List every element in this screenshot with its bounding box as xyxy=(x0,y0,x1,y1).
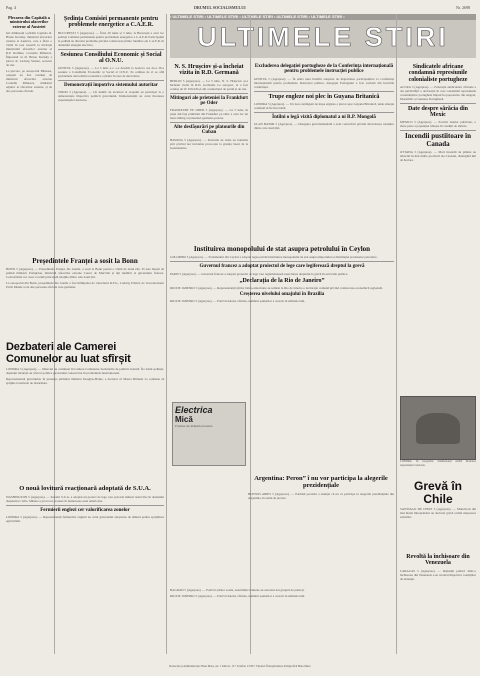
article-text: GENEVA 5 (Agerpres). — La 5 iulie a.c. s-a deschis la Geneva cea de-a 39-a sesiune a Consiliului Economic și Social al O.N.U. Pe ordinea de zi se află problemele dezvoltării economice a țărilor în curs de dezvoltare. xyxy=(58,66,164,79)
headline: Sesiunea Consiliului Economic și Social al O.N.U. xyxy=(60,51,162,64)
divider xyxy=(400,103,476,104)
article-text: TOKIO 5 (Agerpres). — Un număr de locuitori ai orașului au participat la o demonstrație împotriva politicii guvernului. Demonstranții au cerut încetarea experiențelor nucleare. xyxy=(58,90,164,103)
article-sua xyxy=(6,484,164,660)
article-text: LONDRA 5 (Agerpres). — Reprezentanții fermierilor englezi au cerut guvernului adoptarea de măsuri pentru sprijinirea agriculturii. xyxy=(6,515,164,524)
article-portugal xyxy=(254,62,394,242)
article-text: CARACAS 5 (Agerpres). — Deținuții politici dintr-o închisoare din Venezuela s-au revoltat împotriva condițiilor de detenție. xyxy=(400,568,476,581)
headline: Trupe engleze noi plec în Guyana Britanică xyxy=(268,93,380,100)
headline: Alte desfășurări pe platourile din Cuban xyxy=(173,125,245,136)
article-text: ULAN BATOR 5 (Agerpres). — Delegația guvernamentală a avut convorbiri privind dezvoltarea relațiilor dintre cele două țări. xyxy=(254,122,394,131)
headline: Plecarea din Capitală a ministrului afacerilor externe al Austriei xyxy=(8,15,50,29)
headline: N. S. Hrușciov și-a încheiat vizita în R.D. Germană xyxy=(174,64,244,77)
divider xyxy=(58,49,164,50)
headline: Sindicatele africane condamnă represiunile colonialiste portugheze xyxy=(408,64,468,83)
article-text: PARIS 5 (Agerpres). — Guvernul francez a adoptat proiectul de lege care reglementează exercitarea dreptului la grevă în serviciile publice. xyxy=(170,271,349,276)
news-photo-block xyxy=(400,396,476,476)
page-header xyxy=(4,4,476,12)
article-text: Ieri dimineață a părăsit Capitala dl. Bruno Kreisky, ministrul afacerilor externe al Austriei, care a făcut o vizită în țara noastră la invitația ministrului afacerilor externe al R.P. Romîne, Corneliu Mănescu. Împreună cu dl. Bruno Kreisky a plecat dr. Ludwig Steiner, secretar de stat. xyxy=(6,31,52,68)
headline: O nouă lovitură reacționară adoptată de S.U.A. xyxy=(19,485,151,492)
article-text: BUENOS AIRES 5 (Agerpres). — Partidul peronist a anunțat că nu va participa la alegerile prezidențiale din Argentina, în semn de protest. xyxy=(248,491,394,500)
headline: Guvernul francez a adoptat proiectul de lege care legiferează dreptul la grevă xyxy=(199,264,365,270)
article-text: BERLIN 5 (Agerpres). — La 5 iulie, N. S. Hrușciov și-a încheiat vizita în R.D. Germană. La aeroport, el a fost condus de W. Ulbricht și alți conducători de partid și de stat. xyxy=(170,78,248,91)
column-divider xyxy=(396,14,397,654)
headline: Ședința Comisiei permanente pentru problemele energetice a C.A.E.R. xyxy=(63,16,159,29)
headline: Demonstrații împotriva sistemului autoritar xyxy=(63,83,159,89)
headline: Dezbateri ale Camerei Comunelor au luat sfîrșit xyxy=(6,341,131,365)
headline: „Declarația de la Rio de Janeiro” xyxy=(239,277,325,284)
article-text: ACCRA 5 (Agerpres). — Federația sindicatelor africane a dat publicității o declarație în care condamnă represiunile colonialiștilor portughezi împotriva popoarelor din Angola, Mozambic și Guineea Portugheză. xyxy=(400,84,476,101)
issue-number: Nr. 2698 xyxy=(456,5,470,10)
article-austria xyxy=(6,14,52,254)
headline: Fermierii englezi cer valorificarea zonelor xyxy=(40,507,130,513)
headline: Incendii pustiitoare în Canada xyxy=(405,132,471,148)
article-text: RIO DE JANEIRO 5 (Agerpres). — Potrivit datelor oficiale, numărul șomerilor a crescut în ultimele luni. xyxy=(170,594,306,598)
divider xyxy=(254,112,394,113)
column-divider xyxy=(166,14,167,654)
headline: Creșterea nivelului omajului în Brazilia xyxy=(239,291,325,297)
page-number: Pag. 4 xyxy=(6,5,16,10)
divider xyxy=(254,91,394,92)
article-text: La plecare, pe aeroportul Băneasa, oaspeții au fost conduși de ministrul afacerilor externe Corneliu Mănescu, ministrul adjunct al afacerilor externe, și de alte persoane oficiale. xyxy=(6,69,52,94)
article-bottom xyxy=(170,588,394,660)
divider xyxy=(400,130,476,131)
article-text: BAGDAD 5 (Agerpres). — Potrivit știrilor sosite, autoritățile irakiene au executat noi grupuri de patrioți. xyxy=(170,588,305,592)
headline: Instituirea monopolului de stat asupra petrolului în Ceylon xyxy=(193,245,371,253)
photo-caption: LONDRA. În fotografie: manifestanți cerînd încetarea experiențelor nucleare. xyxy=(400,460,476,467)
article-text: Reprezentantul guvernului, în prezența primului ministru Douglas-Home, a declarat că Marea Britanie va continua să sprijine tratativele de dezarmare. xyxy=(6,377,164,386)
article-ceylon xyxy=(170,244,394,394)
article-bonn xyxy=(6,256,164,336)
article-caer xyxy=(58,14,164,254)
advertisement xyxy=(172,402,246,466)
article-chile xyxy=(400,478,476,548)
headline: Argentina: Peron” î nu vor participa la alegerile prezidențiale xyxy=(254,475,388,489)
article-text: COLOMBO 5 (Agerpres). — Parlamentul din Ceylon a adoptat legea privind instituirea monopolului de stat asupra importului și distribuției produselor petroliere. xyxy=(170,255,378,260)
headline: Președintele Franței a sosit la Bonn xyxy=(32,257,138,265)
news-photo xyxy=(400,396,476,460)
article-text: GENEVA 5 (Agerpres). — În urma unei hotărîri adoptate de majoritatea participanților la Conferința internațională pentru problemele instrucției publice, delegația Portugaliei a fost exclusă din lucrările conferinței. xyxy=(254,76,394,89)
newspaper-page xyxy=(4,4,476,672)
masthead-title: ULTIMELE STIRI xyxy=(197,22,449,52)
ad-tail: Mică xyxy=(175,415,193,424)
page-footer: Redacția și Administrația: Baia Mare, str. 1 Mai nr. 13 • Telefon 13 89 • Tiparul: Întreprinderea Poligrafică Baia Mare xyxy=(169,664,311,668)
article-text: LONDRA 5 (Agerpres). — Un nou contingent de trupe engleze a plecat spre Guyana Britanică, unde situația continuă să fie încordată. xyxy=(254,101,394,110)
article-peron xyxy=(248,474,394,584)
headline: Grevă în Chile xyxy=(413,479,463,506)
article-text: RIO DE JANEIRO 5 (Agerpres). — Potrivit datelor oficiale, numărul șomerilor a crescut în ultimele luni. xyxy=(170,299,306,304)
article-text: BONN 5 (Agerpres). — Președintele Franței, De Gaulle, a sosit la Bonn pentru o vizită de două zile. El este însoțit de primul ministru Pompidou, ministrul afacerilor externe Couve de Murville și alți membri ai guvernului francez. Convorbirile vor avea ca temă principală relațiile dintre cele două țări. xyxy=(6,267,164,280)
headline: Excluderea delegației portugheze de la Conferința internațională pentru problemele instrucției publice xyxy=(254,64,394,75)
divider xyxy=(170,122,248,123)
article-text: FRANKFURT PE ODER 5 (Agerpres). — La 5 iulie, în piața din fața primăriei din Frankfurt pe Oder a avut loc un mare miting al prieteniei germano-polone. xyxy=(170,108,248,121)
divider xyxy=(170,261,394,262)
article-hrusciov xyxy=(170,62,248,242)
ad-caption: Produse ale industriei noastre xyxy=(175,424,213,428)
article-text: SANTIAGO DE CHILE 5 (Agerpres). — Muncitorii din mai multe întreprinderi au declarat grevă cerînd majorarea salariilor. xyxy=(400,507,476,520)
article-text: La aeroportul din Bonn, președintele De Gaulle a fost întîmpinat de cancelarul R.F.G., Ludwig Erhard, de vicecancelarul Erich Mende și de alte persoane oficiale vest-germane. xyxy=(6,281,164,290)
ad-brand: Electrica xyxy=(175,405,213,415)
article-africa xyxy=(400,62,476,392)
headline: Revoltă la închisoare din Venezuela xyxy=(406,554,470,567)
article-text: LONDRA 5 (Agerpres). — Miercuri au continuat în Camera Comunelor dezbaterile de politică externă. În cadrul ședinței, deputații laburiști au criticat politica guvernului conservator în problemele internaționale. xyxy=(6,367,164,376)
headline: Întîlni o legă vizită diplomatul a ni R.P. Mongolă xyxy=(272,114,376,120)
divider xyxy=(6,505,164,506)
article-text: OTTAWA 5 (Agerpres). — Mari incendii de pădure au izbucnit în mai multe provincii ale Canadei, distrugînd mii de hectare. xyxy=(400,150,476,163)
divider xyxy=(170,93,248,94)
article-dezbateri xyxy=(6,340,164,480)
article-text: WASHINGTON 5 (Agerpres). — Senatul S.U.A. a adoptat un proiect de lege care prevede măsuri restrictive în domeniul drepturilor civile. Măsura a provocat proteste în numeroase state americane. xyxy=(6,494,164,503)
masthead-strip: • ULTIMELE STIRI • ULTIMELE STIRI • ULTIMELE STIRI • ULTIMELE STIRI • ULTIMELE STIRI • xyxy=(170,14,476,20)
divider xyxy=(58,80,164,81)
article-venezuela xyxy=(400,552,476,660)
headline: Date despre sărăcia din Mexic xyxy=(407,105,469,119)
paper-name: DRUMUL SOCIALISMULUI xyxy=(194,5,246,10)
masthead xyxy=(170,14,476,58)
article-text: RIO DE JANEIRO 5 (Agerpres). — Reprezentanții țărilor latino-americane au semnat la Rio de Janeiro o declarație comună privind colaborarea economică regională. xyxy=(170,285,383,290)
article-text: MEXICO 5 (Agerpres). — Potrivit datelor publicate, o mare parte a populației trăiește în condiții de sărăcie. xyxy=(400,120,476,129)
article-text: BUCUREȘTI 5 (Agerpres). — Între 29 iunie și 3 iulie, la București a avut loc ședința Comisiei permanente pentru problemele energetice a C.A.E.R. Participanții la ședință au discutat probleme privind colaborarea țărilor membre ale C.A.E.R. în domeniul energiei electrice. xyxy=(58,30,164,47)
headline: Mitinguri ale prieteniei la Frankfurt pe Oder xyxy=(170,95,248,106)
article-text: HAVANA 5 (Agerpres). — Posturile de radio au transmis știri privind noi incidente provocate la granița bazei de la Guantanamo. xyxy=(170,137,248,150)
